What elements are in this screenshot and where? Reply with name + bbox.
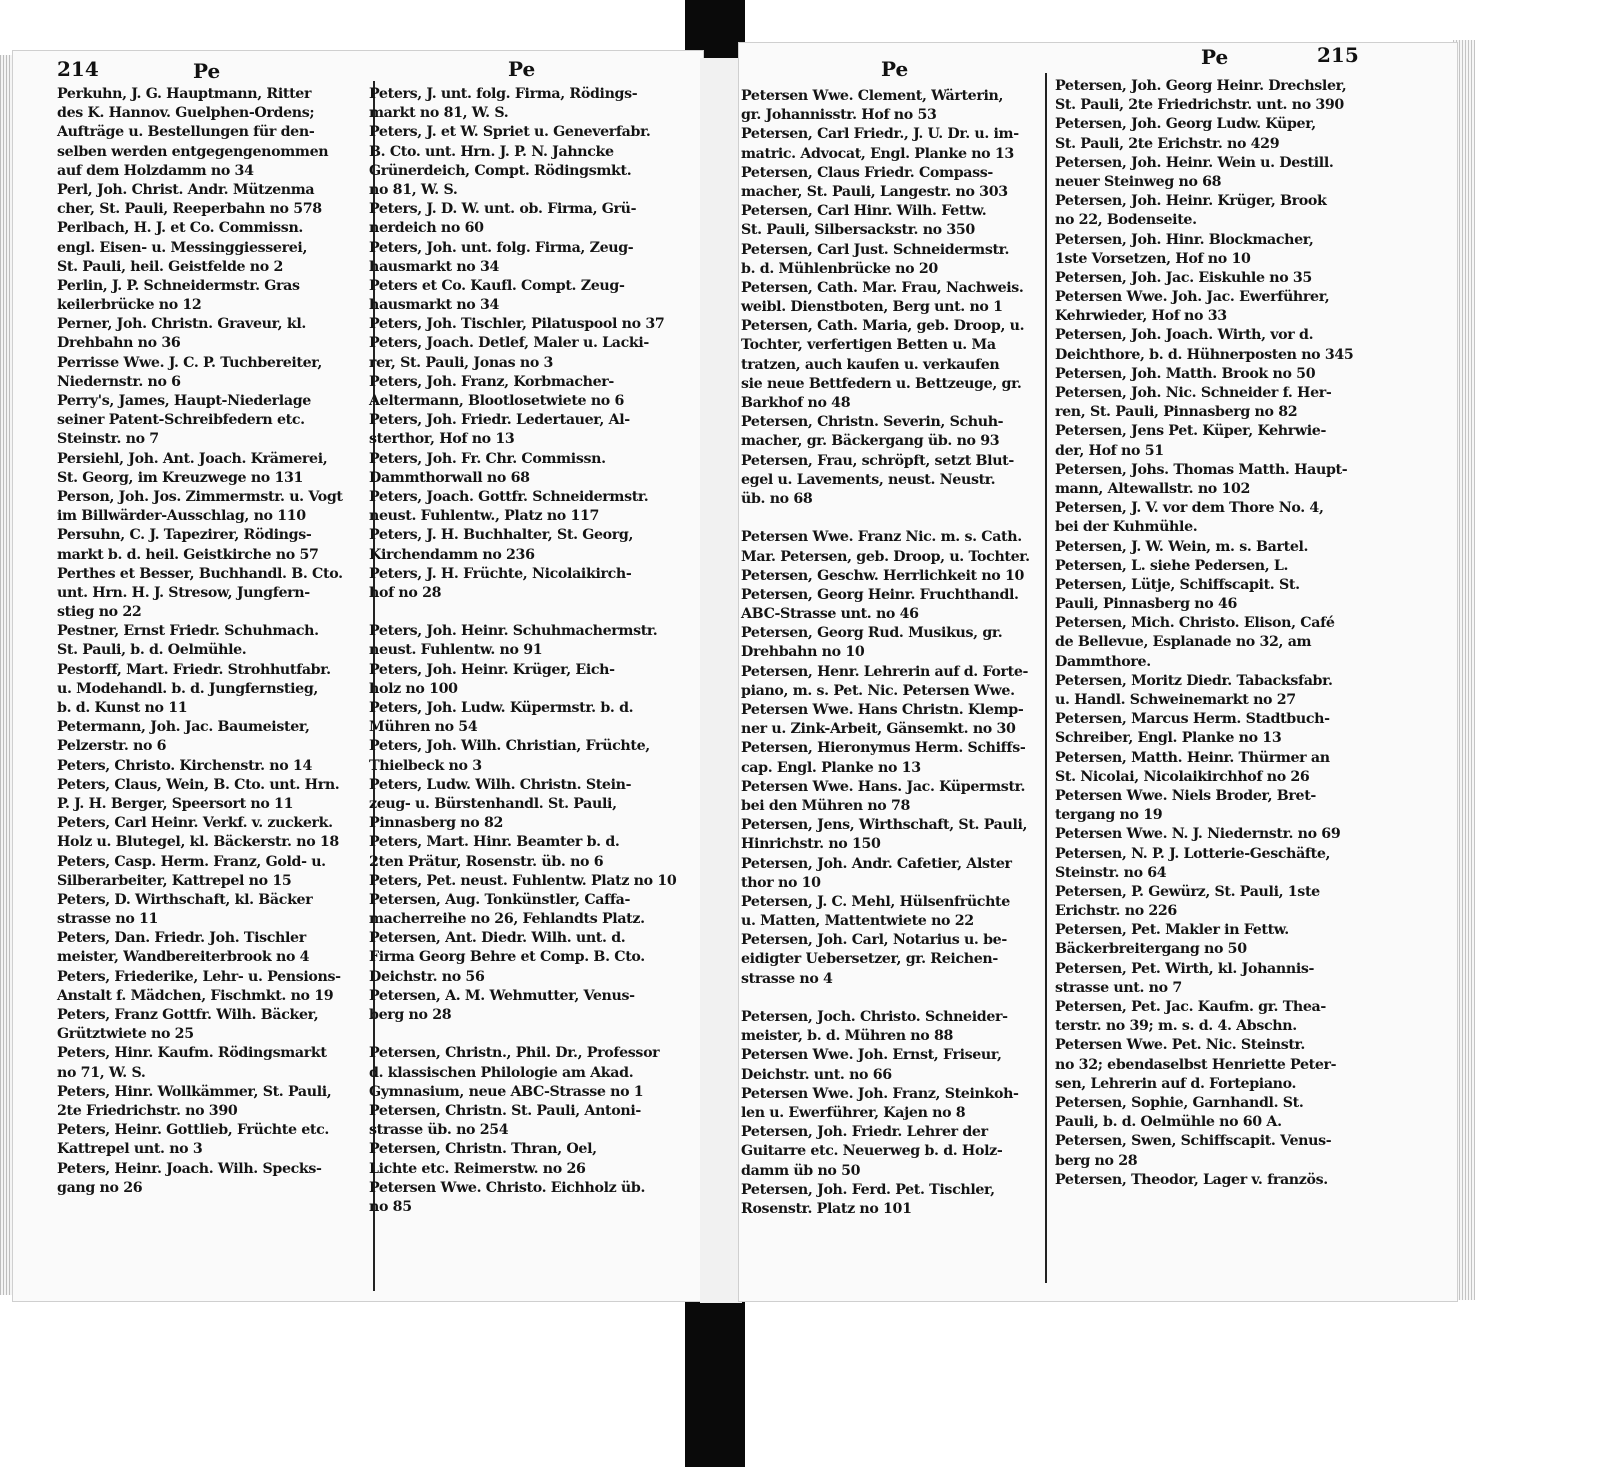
entry-line: Peters, Joh. Fr. Chr. Commissn. <box>369 450 606 467</box>
entry-line: Steinstr. no 64 <box>1055 864 1167 881</box>
directory-column <box>369 85 687 1217</box>
entry-line: Petersen Wwe. Hans Christn. Klemp- <box>741 702 1024 718</box>
entry-line: St. Nicolai, Nicolaikirchhof no 26 <box>1055 768 1310 785</box>
entry-line: Pestorff, Mart. Friedr. Strohhutfabr. <box>57 661 331 678</box>
entry-line: Petersen, Pet. Makler in Fettw. <box>1055 922 1289 939</box>
entry-line: Petersen Wwe. Clement, Wärterin, <box>741 88 1004 104</box>
entry-line: keilerbrücke no 12 <box>57 297 202 314</box>
right-page <box>738 42 1458 1302</box>
entry-line: Mar. Petersen, geb. Droop, u. Tochter. <box>741 548 1030 565</box>
entry-line: Petersen, Hieronymus Herm. Schiffs- <box>741 740 1026 757</box>
entry-line: Peters, Joh. Heinr. Schuhmachermstr. <box>369 623 658 640</box>
entry-line: Petersen, Christn. St. Pauli, Antoni- <box>369 1102 641 1119</box>
entry-line: Peters, Joh. unt. folg. Firma, Zeug- <box>369 239 634 256</box>
entry-line: cap. Engl. Planke no 13 <box>741 759 921 776</box>
entry-line: Petersen, Joh. Georg Ludw. Küper, <box>1055 116 1316 133</box>
column-header: Pe <box>881 57 909 81</box>
entry-line: Kehrwieder, Hof no 33 <box>1055 308 1227 325</box>
entry-line: len u. Ewerführer, Kajen no 8 <box>741 1104 966 1121</box>
entry-line: weibl. Dienstboten, Berg unt. no 1 <box>741 299 1003 316</box>
entry-line: Perrisse Wwe. J. C. P. Tuchbereiter, <box>57 354 322 371</box>
entry-line: sterthor, Hof no 13 <box>369 431 515 448</box>
entry-line: der, Hof no 51 <box>1055 442 1164 459</box>
entry-line: Niedernstr. no 6 <box>57 373 181 390</box>
entry-line: Perthes et Besser, Buchhandl. B. Cto. <box>57 565 343 582</box>
entry-line: Peters, Claus, Wein, B. Cto. unt. Hrn. <box>57 776 340 793</box>
entry-line <box>741 509 1053 528</box>
entry-line: hof no 28 <box>369 584 442 601</box>
entry-line: Guitarre etc. Neuerweg b. d. Holz- <box>741 1143 1003 1160</box>
entry-line: no 85 <box>369 1198 412 1215</box>
entry-line: Tochter, verfertigen Betten u. Ma <box>741 337 996 354</box>
entry-line: ren, St. Pauli, Pinnasberg no 82 <box>1055 404 1298 421</box>
entry-line: selben werden entgegengenommen <box>57 143 329 160</box>
entry-line: Peters, Heinr. Joach. Wilh. Specks- <box>57 1160 322 1177</box>
entry-line: thor no 10 <box>741 874 821 891</box>
entry-line: P. J. H. Berger, Speersort no 11 <box>57 795 294 812</box>
entry-line: Perl, Joh. Christ. Andr. Mützenma <box>57 181 315 198</box>
entry-line: engl. Eisen- u. Messinggiesserei, <box>57 239 308 256</box>
entry-line: Peters, J. et W. Spriet u. Geneverfabr. <box>369 124 651 141</box>
entry-line: Peters, J. H. Buchhalter, St. Georg, <box>369 527 634 544</box>
entry-line: Petersen, Sophie, Garnhandl. St. <box>1055 1094 1304 1111</box>
entry-line: Petersen, Joh. Heinr. Krüger, Brook <box>1055 193 1327 210</box>
entry-line: sen, Lehrerin auf d. Fortepiano. <box>1055 1075 1297 1092</box>
entry-line: Petersen, Pet. Jac. Kaufm. gr. Thea- <box>1055 999 1326 1015</box>
entry-line: no 32; ebendaselbst Henriette Peter- <box>1055 1056 1337 1073</box>
entry-line: Peters, Casp. Herm. Franz, Gold- u. <box>57 853 326 870</box>
entry-line: Peters, J. D. W. unt. ob. Firma, Grü- <box>369 201 637 218</box>
entry-line: Petersen, Carl Friedr., J. U. Dr. u. im- <box>741 126 1019 143</box>
entry-line: Deichstr. no 56 <box>369 968 485 985</box>
entry-line: hausmarkt no 34 <box>369 258 500 275</box>
entry-line: Person, Joh. Jos. Zimmermstr. u. Vogt <box>57 488 343 505</box>
entry-line: terstr. no 39; m. s. d. 4. Abschn. <box>1055 1018 1297 1035</box>
entry-line: ner u. Zink-Arbeit, Gänsemkt. no 30 <box>741 721 1016 738</box>
entry-line: Aufträge u. Bestellungen für den- <box>57 124 315 141</box>
entry-line: stieg no 22 <box>57 604 142 621</box>
entry-line: Petersen, Christn. Severin, Schuh- <box>741 414 1004 431</box>
entry-line: d. klassischen Philologie am Akad. <box>369 1064 634 1081</box>
entry-line: Peters, J. H. Früchte, Nicolaikirch- <box>369 565 632 582</box>
column-header: Pe <box>1201 45 1229 69</box>
entry-line: Firma Georg Behre et Comp. B. Cto. <box>369 949 645 966</box>
entry-line: Anstalt f. Mädchen, Fischmkt. no 19 <box>57 987 334 1004</box>
entry-line: Deichthore, b. d. Hühnerposten no 345 <box>1055 346 1354 363</box>
entry-line: Peters, D. Wirthschaft, kl. Bäcker <box>57 891 313 908</box>
entry-line: Steinstr. no 7 <box>57 431 159 448</box>
entry-line: Petersen, Joh. Jac. Eiskuhle no 35 <box>1055 269 1312 286</box>
entry-line: seiner Patent-Schreibfedern etc. <box>57 412 305 429</box>
entry-line: de Bellevue, Esplanade no 32, am <box>1055 634 1312 651</box>
entry-line: Petersen, L. siehe Pedersen, L. <box>1055 557 1289 574</box>
entry-line: Petersen, Claus Friedr. Compass- <box>741 164 993 181</box>
entry-line: Petersen, Joh. Heinr. Wein u. Destill. <box>1055 154 1334 171</box>
entry-line: Perkuhn, J. G. Hauptmann, Ritter <box>57 86 312 102</box>
entry-line: Petersen Wwe. N. J. Niedernstr. no 69 <box>1055 826 1341 843</box>
entry-line: meister, Wandbereiterbrook no 4 <box>57 949 310 966</box>
entry-line: Peters, Joh. Heinr. Krüger, Eich- <box>369 661 615 678</box>
entry-line: Grütztwiete no 25 <box>57 1026 194 1043</box>
entry-line: Peters, Christo. Kirchenstr. no 14 <box>57 757 312 774</box>
entry-line: Peters, Dan. Friedr. Joh. Tischler <box>57 930 306 947</box>
entry-line: no 81, W. S. <box>369 181 458 198</box>
directory-column <box>741 87 1053 1219</box>
entry-line: Peters, Mart. Hinr. Beamter b. d. <box>369 834 620 851</box>
entry-line: Pauli, Pinnasberg no 46 <box>1055 596 1238 613</box>
column-rule <box>1045 73 1047 1283</box>
entry-line: macher, St. Pauli, Langestr. no 303 <box>741 183 1008 200</box>
entry-line: Peters, Joh. Wilh. Christian, Früchte, <box>369 738 650 755</box>
entry-line: Petersen, Swen, Schiffscapit. Venus- <box>1055 1133 1332 1150</box>
entry-line: holz no 100 <box>369 680 458 697</box>
entry-line: Petersen, Christn., Phil. Dr., Professor <box>369 1045 660 1062</box>
entry-line: damm üb no 50 <box>741 1162 861 1179</box>
entry-line: Peters, Carl Heinr. Verkf. v. zuckerk. <box>57 815 333 832</box>
page-number: 215 <box>1317 43 1359 67</box>
entry-line: Peters, Joach. Gottfr. Schneidermstr. <box>369 488 649 505</box>
entry-line: u. Matten, Mattentwiete no 22 <box>741 913 974 930</box>
entry-line: egel u. Lavements, neust. Neustr. <box>741 471 996 488</box>
entry-line: Petersen, Johs. Thomas Matth. Haupt- <box>1055 461 1348 478</box>
entry-line: b. d. Mühlenbrücke no 20 <box>741 260 938 277</box>
entry-line: Schreiber, Engl. Planke no 13 <box>1055 730 1282 747</box>
entry-line: Peters, Franz Gottfr. Wilh. Bäcker, <box>57 1007 319 1023</box>
entry-line: Petersen, Cath. Maria, geb. Droop, u. <box>741 318 1025 335</box>
entry-line: berg no 28 <box>369 1007 452 1023</box>
entry-line: Petersen, Jens, Wirthschaft, St. Pauli, <box>741 817 1028 834</box>
entry-line: mann, Altewallstr. no 102 <box>1055 480 1251 497</box>
entry-line: St. Pauli, b. d. Oelmühle. <box>57 642 247 659</box>
entry-line: Petersen, Joh. Carl, Notarius u. be- <box>741 932 1007 949</box>
entry-line: Aeltermann, Blootlosetwiete no 6 <box>369 393 625 409</box>
entry-line: Pelzerstr. no 6 <box>57 738 167 755</box>
entry-line: b. d. Kunst no 11 <box>57 700 188 716</box>
entry-line: Peters, Joh. Franz, Korbmacher- <box>369 373 614 390</box>
entry-line: Peters, Ludw. Wilh. Christn. Stein- <box>369 776 632 793</box>
entry-line: Hinrichstr. no 150 <box>741 836 881 853</box>
entry-line: Petersen, Geschw. Herrlichkeit no 10 <box>741 567 1025 584</box>
entry-line: Petersen Wwe. Joh. Franz, Steinkoh- <box>741 1085 1019 1102</box>
left-page <box>12 50 704 1302</box>
entry-line: Petersen, Joch. Christo. Schneider- <box>741 1009 1008 1025</box>
entry-line: nerdeich no 60 <box>369 220 484 237</box>
entry-line: Petersen, Joh. Joach. Wirth, vor d. <box>1055 327 1314 344</box>
entry-line: Lichte etc. Reimerstw. no 26 <box>369 1160 586 1177</box>
entry-line: u. Modehandl. b. d. Jungfernstieg, <box>57 680 319 697</box>
entry-line: Petersen Wwe. Niels Broder, Bret- <box>1055 787 1316 804</box>
entry-line: Dammthorwall no 68 <box>369 469 530 486</box>
entry-line: B. Cto. unt. Hrn. J. P. N. Jahncke <box>369 143 614 160</box>
entry-line: strasse no 4 <box>741 970 833 987</box>
entry-line: Kirchendamm no 236 <box>369 546 535 563</box>
entry-line: Petersen, J. W. Wein, m. s. Bartel. <box>1055 538 1309 555</box>
entry-line: macher, gr. Bäckergang üb. no 93 <box>741 433 1000 450</box>
entry-line: Peters et Co. Kaufl. Compt. Zeug- <box>369 277 625 294</box>
entry-line: Petersen, Henr. Lehrerin auf d. Forte- <box>741 663 1029 680</box>
directory-column <box>1055 77 1367 1190</box>
entry-line: Petersen Wwe. Pet. Nic. Steinstr. <box>1055 1037 1305 1054</box>
entry-line: Perry's, James, Haupt-Niederlage <box>57 393 311 409</box>
entry-line: Petersen, Matth. Heinr. Thürmer an <box>1055 749 1330 766</box>
entry-line: St. Pauli, 2te Erichstr. no 429 <box>1055 135 1280 152</box>
entry-line: Petersen, Joh. Georg Heinr. Drechsler, <box>1055 78 1347 94</box>
entry-line: Persiehl, Joh. Ant. Joach. Krämerei, <box>57 450 328 467</box>
entry-line: 2te Friedrichstr. no 390 <box>57 1102 238 1119</box>
entry-line: Petersen Wwe. Joh. Jac. Ewerführer, <box>1055 289 1330 306</box>
entry-line: Persuhn, C. J. Tapezirer, Rödings- <box>57 527 312 544</box>
entry-line: cher, St. Pauli, Reeperbahn no 578 <box>57 201 322 218</box>
entry-line: strasse no 11 <box>57 911 159 928</box>
entry-line: Pinnasberg no 82 <box>369 815 504 832</box>
entry-line: Perlbach, H. J. et Co. Commissn. <box>57 220 303 237</box>
entry-line: Grünerdeich, Compt. Rödingsmkt. <box>369 162 632 179</box>
entry-line: Petersen, Carl Hinr. Wilh. Fettw. <box>741 203 987 220</box>
entry-line: Petermann, Joh. Jac. Baumeister, <box>57 719 310 736</box>
entry-line: Perlin, J. P. Schneidermstr. Gras <box>57 277 300 294</box>
entry-line: Gymnasium, neue ABC-Strasse no 1 <box>369 1083 644 1100</box>
entry-line <box>741 989 1053 1008</box>
entry-line: Petersen, Christn. Thran, Oel, <box>369 1141 597 1158</box>
entry-line: St. Pauli, Silbersackstr. no 350 <box>741 222 975 239</box>
entry-line: Drehbahn no 10 <box>741 644 865 661</box>
entry-line: Petersen, Joh. Friedr. Lehrer der <box>741 1124 988 1141</box>
entry-line: Petersen, Ant. Diedr. Wilh. unt. d. <box>369 930 626 947</box>
entry-line: Bäckerbreitergang no 50 <box>1055 941 1247 958</box>
entry-line: Peters, Hinr. Wollkämmer, St. Pauli, <box>57 1083 332 1100</box>
entry-line: Mühren no 54 <box>369 719 478 736</box>
entry-line: Holz u. Blutegel, kl. Bäckerstr. no 18 <box>57 834 339 851</box>
entry-line: berg no 28 <box>1055 1152 1138 1169</box>
entry-line: Petersen, Jens Pet. Küper, Kehrwie- <box>1055 423 1327 440</box>
entry-line: Peters, Joh. Friedr. Ledertauer, Al- <box>369 412 630 429</box>
entry-line: strasse üb. no 254 <box>369 1122 509 1139</box>
entry-line: Petersen, J. V. vor dem Thore No. 4, <box>1055 500 1324 517</box>
entry-line: zeug- u. Bürstenhandl. St. Pauli, <box>369 795 617 812</box>
entry-line: Petersen Wwe. Joh. Ernst, Friseur, <box>741 1047 1002 1064</box>
entry-line: Rosenstr. Platz no 101 <box>741 1200 912 1217</box>
entry-line: u. Handl. Schweinemarkt no 27 <box>1055 692 1296 708</box>
entry-line: matric. Advocat, Engl. Planke no 13 <box>741 145 1014 162</box>
entry-line: Petersen, Joh. Ferd. Pet. Tischler, <box>741 1181 995 1198</box>
entry-line: piano, m. s. Pet. Nic. Petersen Wwe. <box>741 682 1015 699</box>
entry-line: Pestner, Ernst Friedr. Schuhmach. <box>57 623 319 640</box>
entry-line: Petersen, Pet. Wirth, kl. Johannis- <box>1055 960 1315 977</box>
entry-line: St. Pauli, heil. Geistfelde no 2 <box>57 258 283 275</box>
entry-line: im Billwärder-Ausschlag, no 110 <box>57 508 306 525</box>
entry-line: meister, b. d. Mühren no 88 <box>741 1028 954 1045</box>
entry-line: bei der Kuhmühle. <box>1055 519 1198 536</box>
entry-line: markt b. d. heil. Geistkirche no 57 <box>57 546 319 563</box>
entry-line: Petersen, Cath. Mar. Frau, Nachweis. <box>741 279 1024 296</box>
entry-line: Kattrepel unt. no 3 <box>57 1141 203 1158</box>
entry-line: rer, St. Pauli, Jonas no 3 <box>369 354 554 371</box>
entry-line: Petersen, Carl Just. Schneidermstr. <box>741 241 1010 258</box>
entry-line: St. Georg, im Kreuzwege no 131 <box>57 469 304 486</box>
entry-line: Petersen, Georg Heinr. Fruchthandl. <box>741 586 1019 603</box>
entry-line: Petersen, Frau, schröpft, setzt Blut- <box>741 452 1014 469</box>
entry-line: no 22, Bodenseite. <box>1055 212 1197 229</box>
entry-line: strasse unt. no 7 <box>1055 979 1182 996</box>
entry-line: Petersen, Mich. Christo. Elison, Café <box>1055 615 1335 632</box>
entry-line: Petersen, J. C. Mehl, Hülsenfrüchte <box>741 893 1010 910</box>
entry-line <box>369 603 687 622</box>
entry-line: 2ten Prätur, Rosenstr. üb. no 6 <box>369 853 604 870</box>
entry-line: Petersen, Lütje, Schiffscapit. St. <box>1055 576 1300 593</box>
entry-line: tratzen, auch kaufen u. verkaufen <box>741 356 1000 373</box>
entry-line: eidigter Uebersetzer, gr. Reichen- <box>741 951 998 968</box>
entry-line: Peters, Pet. neust. Fuhlentw. Platz no 10 <box>369 872 677 889</box>
entry-line: Thielbeck no 3 <box>369 757 482 774</box>
entry-line: 1ste Vorsetzen, Hof no 10 <box>1055 250 1251 267</box>
entry-line: no 71, W. S. <box>57 1064 146 1081</box>
page-edges-left <box>0 55 12 1295</box>
entry-line: Petersen, Aug. Tonkünstler, Caffa- <box>369 891 631 908</box>
entry-line: Petersen, Joh. Matth. Brook no 50 <box>1055 365 1316 382</box>
entry-line: hausmarkt no 34 <box>369 297 500 314</box>
directory-column <box>57 85 375 1198</box>
entry-line: neust. Fuhlentw., Platz no 117 <box>369 508 600 525</box>
entry-line: ABC-Strasse unt. no 46 <box>741 606 919 623</box>
entry-line: Petersen Wwe. Christo. Eichholz üb. <box>369 1179 646 1196</box>
entry-line: bei den Mühren no 78 <box>741 797 911 814</box>
entry-line: des K. Hannov. Guelphen-Ordens; <box>57 105 315 122</box>
entry-line: St. Pauli, 2te Friedrichstr. unt. no 390 <box>1055 97 1344 114</box>
column-header: Pe <box>193 59 221 83</box>
entry-line: Petersen, Moritz Diedr. Tabacksfabr. <box>1055 672 1333 689</box>
entry-line: auf dem Holzdamm no 34 <box>57 162 254 179</box>
entry-line <box>369 1025 687 1044</box>
entry-line: tergang no 19 <box>1055 807 1163 824</box>
entry-line: Deichstr. unt. no 66 <box>741 1066 892 1083</box>
entry-line: gr. Johannisstr. Hof no 53 <box>741 107 937 124</box>
entry-line: Peters, Joh. Ludw. Küpermstr. b. d. <box>369 700 634 716</box>
entry-line: Peters, Joach. Detlef, Maler u. Lacki- <box>369 335 649 352</box>
entry-line: Drehbahn no 36 <box>57 335 181 352</box>
entry-line: Petersen, Joh. Nic. Schneider f. Her- <box>1055 385 1332 401</box>
entry-line: Dammthore. <box>1055 653 1151 670</box>
entry-line: Pauli, b. d. Oelmühle no 60 A. <box>1055 1114 1282 1131</box>
entry-line: Petersen, P. Gewürz, St. Pauli, 1ste <box>1055 883 1320 900</box>
entry-line: gang no 26 <box>57 1179 143 1196</box>
entry-line: Petersen, Theodor, Lager v. französ. <box>1055 1171 1328 1188</box>
entry-line: neuer Steinweg no 68 <box>1055 173 1222 190</box>
entry-line: Petersen, A. M. Wehmutter, Venus- <box>369 987 635 1004</box>
entry-line: macherreihe no 26, Fehlandts Platz. <box>369 911 645 928</box>
entry-line: Silberarbeiter, Kattrepel no 15 <box>57 872 292 889</box>
column-header: Pe <box>508 57 536 81</box>
entry-line: Peters, Friederike, Lehr- u. Pensions- <box>57 968 341 985</box>
entry-line: Peters, J. unt. folg. Firma, Rödings- <box>369 86 638 102</box>
entry-line: Petersen Wwe. Hans. Jac. Küpermstr. <box>741 778 1026 795</box>
entry-line: neust. Fuhlentw. no 91 <box>369 642 543 659</box>
gutter <box>700 58 742 1303</box>
entry-line: üb. no 68 <box>741 490 813 507</box>
entry-line: Petersen, N. P. J. Lotterie-Geschäfte, <box>1055 845 1331 862</box>
entry-line: Petersen, Joh. Hinr. Blockmacher, <box>1055 231 1314 248</box>
entry-line: unt. Hrn. H. J. Stresow, Jungfern- <box>57 584 310 601</box>
entry-line: Barkhof no 48 <box>741 395 851 411</box>
entry-line: markt no 81, W. S. <box>369 105 509 122</box>
entry-line: sie neue Bettfedern u. Bettzeuge, gr. <box>741 375 1022 392</box>
entry-line: Petersen, Joh. Andr. Cafetier, Alster <box>741 855 1012 872</box>
entry-line: Peters, Joh. Tischler, Pilatuspool no 37 <box>369 316 665 333</box>
entry-line: Peters, Heinr. Gottlieb, Früchte etc. <box>57 1122 330 1139</box>
entry-line: Erichstr. no 226 <box>1055 903 1177 920</box>
entry-line: Perner, Joh. Christn. Graveur, kl. <box>57 316 306 333</box>
entry-line: Peters, Hinr. Kaufm. Rödingsmarkt <box>57 1045 327 1062</box>
page-number: 214 <box>57 57 99 81</box>
entry-line: Petersen Wwe. Franz Nic. m. s. Cath. <box>741 529 1022 546</box>
entry-line: Petersen, Georg Rud. Musikus, gr. <box>741 625 1003 642</box>
entry-line: Petersen, Marcus Herm. Stadtbuch- <box>1055 711 1330 728</box>
